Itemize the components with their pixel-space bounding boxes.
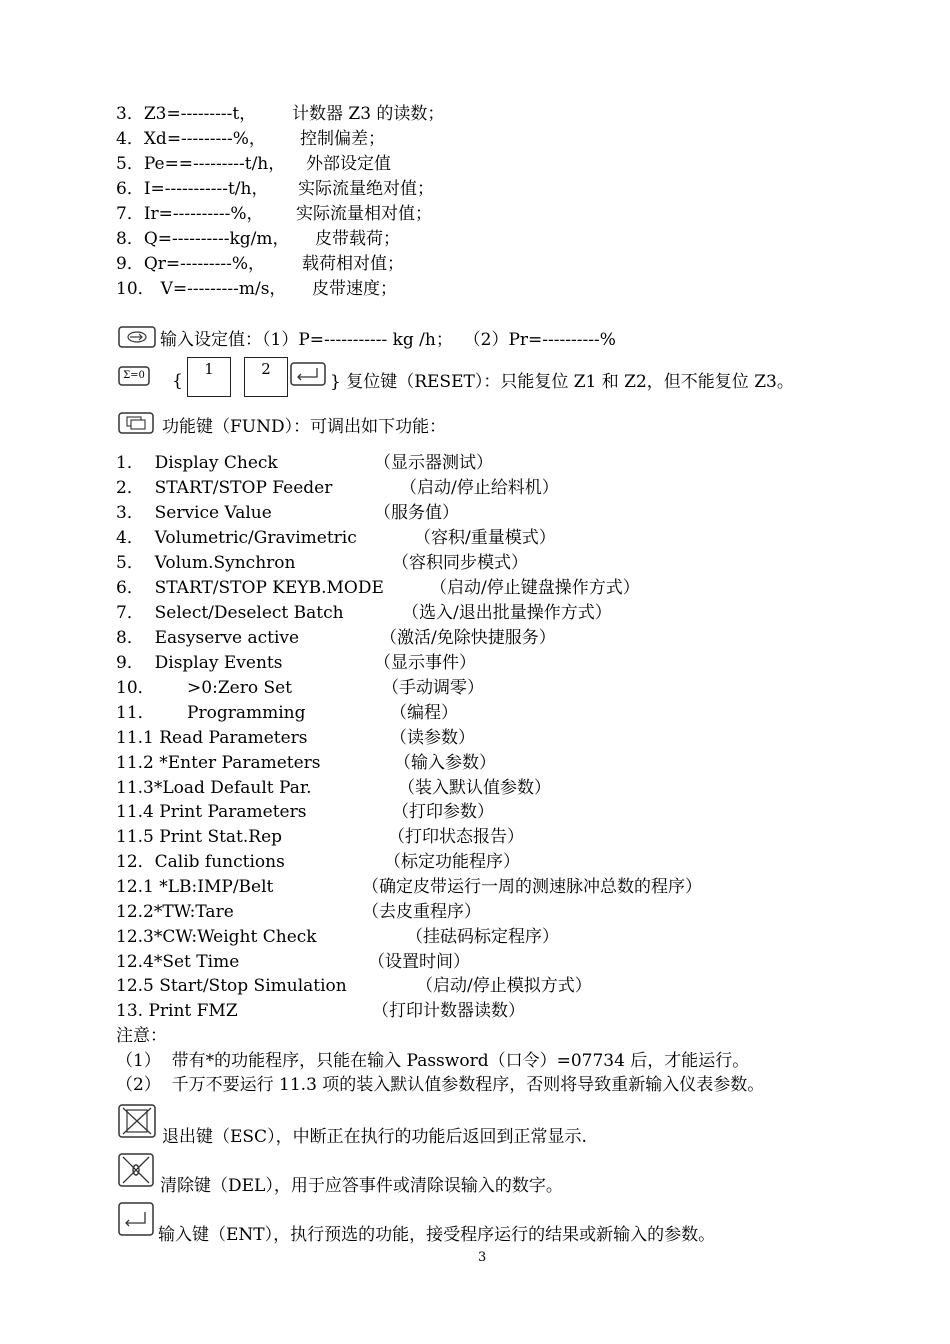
ent-key-text: 输入键（ENT），执行预选的功能，接受程序运行的结果或新输入的参数。 xyxy=(158,1225,716,1245)
function-item: 1． Display Check xyxy=(116,453,278,473)
function-item: 13. Print FMZ xyxy=(116,1001,238,1021)
function-item: 11.1 Read Parameters xyxy=(116,728,308,748)
status-line: 5．Pe==---------t/h， xyxy=(116,154,286,174)
ent-key-icon xyxy=(118,1202,154,1236)
del-key-text: 清除键（DEL），用于应答事件或清除误输入的数字。 xyxy=(160,1176,563,1196)
notes-title: 注意： xyxy=(116,1026,167,1046)
function-item: 12．Calib functions xyxy=(116,852,285,872)
function-item: 11.5 Print Stat.Rep xyxy=(116,827,283,847)
function-desc: （显示事件） xyxy=(374,653,476,673)
enter-key-icon xyxy=(290,362,326,386)
function-item: 12.3*CW:Weight Check xyxy=(116,927,317,947)
function-desc: （容积/重量模式） xyxy=(414,528,556,548)
status-line: 3．Z3=---------t， xyxy=(116,104,257,124)
function-item: 12.2*TW:Tare xyxy=(116,902,234,922)
function-desc: （容积同步模式） xyxy=(392,553,528,573)
function-item: 12.5 Start/Stop Simulation xyxy=(116,976,347,996)
function-desc: （标定功能程序） xyxy=(384,852,520,872)
status-line-desc: 控制偏差； xyxy=(300,129,385,149)
status-line-desc: 载荷相对值； xyxy=(302,254,404,274)
function-desc: （服务值） xyxy=(374,503,459,523)
function-desc: （手动调零） xyxy=(382,678,484,698)
function-item: 12.1 *LB:IMP/Belt xyxy=(116,877,274,897)
function-desc: （装入默认值参数） xyxy=(398,778,551,798)
key-box-2: 2 xyxy=(244,357,288,397)
status-line: 10． V=---------m/s， xyxy=(116,279,287,299)
function-item: 11.3*Load Default Par. xyxy=(116,778,312,798)
status-line-desc: 皮带载荷； xyxy=(315,229,400,249)
key-box-1: 1 xyxy=(187,357,231,397)
setpoint-key-icon xyxy=(118,326,156,348)
status-line-desc: 皮带速度； xyxy=(312,279,397,299)
function-desc: （读参数） xyxy=(390,728,475,748)
del-key-icon xyxy=(118,1153,154,1187)
function-desc: （启动/停止模拟方式） xyxy=(416,976,592,996)
fund-key-text: 功能键（FUND）：可调出如下功能： xyxy=(162,417,447,437)
function-desc: （确定皮带运行一周的测速脉冲总数的程序） xyxy=(362,877,702,897)
function-desc: （打印计数器读数） xyxy=(372,1001,525,1021)
function-item: 5． Volum.Synchron xyxy=(116,553,296,573)
function-item: 11.4 Print Parameters xyxy=(116,802,307,822)
function-desc: （选入/退出批量操作方式） xyxy=(402,603,612,623)
function-item: 10． >0:Zero Set xyxy=(116,678,293,698)
esc-key-text: 退出键（ESC），中断正在执行的功能后返回到正常显示. xyxy=(162,1127,587,1147)
function-desc: （打印参数） xyxy=(392,802,494,822)
function-item: 3． Service Value xyxy=(116,503,272,523)
function-item: 8． Easyserve active xyxy=(116,628,300,648)
reset-key-icon-label: Σ=0 xyxy=(123,370,145,381)
status-line-desc: 实际流量相对值； xyxy=(296,204,432,224)
note-item: （2） 千万不要运行 11.3 项的装入默认值参数程序，否则将导致重新输入仪表参数。 xyxy=(116,1075,765,1095)
note-item: （1） 带有*的功能程序，只能在输入 Password（口令）=07734 后，才能运行。 xyxy=(116,1051,750,1071)
status-line-desc: 计数器 Z3 的读数； xyxy=(292,104,445,124)
function-item: 11.2 *Enter Parameters xyxy=(116,753,321,773)
function-desc: （编程） xyxy=(390,703,458,723)
status-line: 8．Q=----------kg/m， xyxy=(116,229,290,249)
status-line: 6．I=-----------t/h， xyxy=(116,179,269,199)
setpoint-key-text: 输入设定值：（1）P=----------- kg /h； （2）Pr=----------% xyxy=(160,330,616,350)
function-item: 2． START/STOP Feeder xyxy=(116,478,333,498)
function-item: 9． Display Events xyxy=(116,653,283,673)
function-item: 7． Select/Deselect Batch xyxy=(116,603,344,623)
open-brace: { xyxy=(172,371,183,391)
function-desc: （设置时间） xyxy=(368,952,470,972)
reset-key-text: } 复位键（RESET）：只能复位 Z1 和 Z2，但不能复位 Z3。 xyxy=(330,372,794,392)
function-desc: （显示器测试） xyxy=(374,453,493,473)
status-line: 9．Qr=---------%， xyxy=(116,254,265,274)
function-desc: （输入参数） xyxy=(394,753,496,773)
page-number: 3 xyxy=(478,1250,487,1265)
status-line-desc: 外部设定值 xyxy=(306,154,391,174)
esc-key-icon xyxy=(118,1104,156,1138)
function-desc: （打印状态报告） xyxy=(388,827,524,847)
status-line: 7．Ir=----------%， xyxy=(116,204,264,224)
function-item: 11． Programming xyxy=(116,703,306,723)
function-item: 6． START/STOP KEYB.MODE xyxy=(116,578,384,598)
function-desc: （激活/免除快捷服务） xyxy=(380,628,556,648)
function-desc: （挂砝码标定程序） xyxy=(406,927,559,947)
function-desc: （启动/停止键盘操作方式） xyxy=(430,578,640,598)
function-item: 12.4*Set Time xyxy=(116,952,240,972)
status-line-desc: 实际流量绝对值； xyxy=(298,179,434,199)
function-item: 4． Volumetric/Gravimetric xyxy=(116,528,357,548)
function-desc: （启动/停止给料机） xyxy=(400,478,559,498)
function-desc: （去皮重程序） xyxy=(362,902,481,922)
status-line: 4．Xd=---------%， xyxy=(116,129,266,149)
fund-key-icon xyxy=(118,412,154,434)
